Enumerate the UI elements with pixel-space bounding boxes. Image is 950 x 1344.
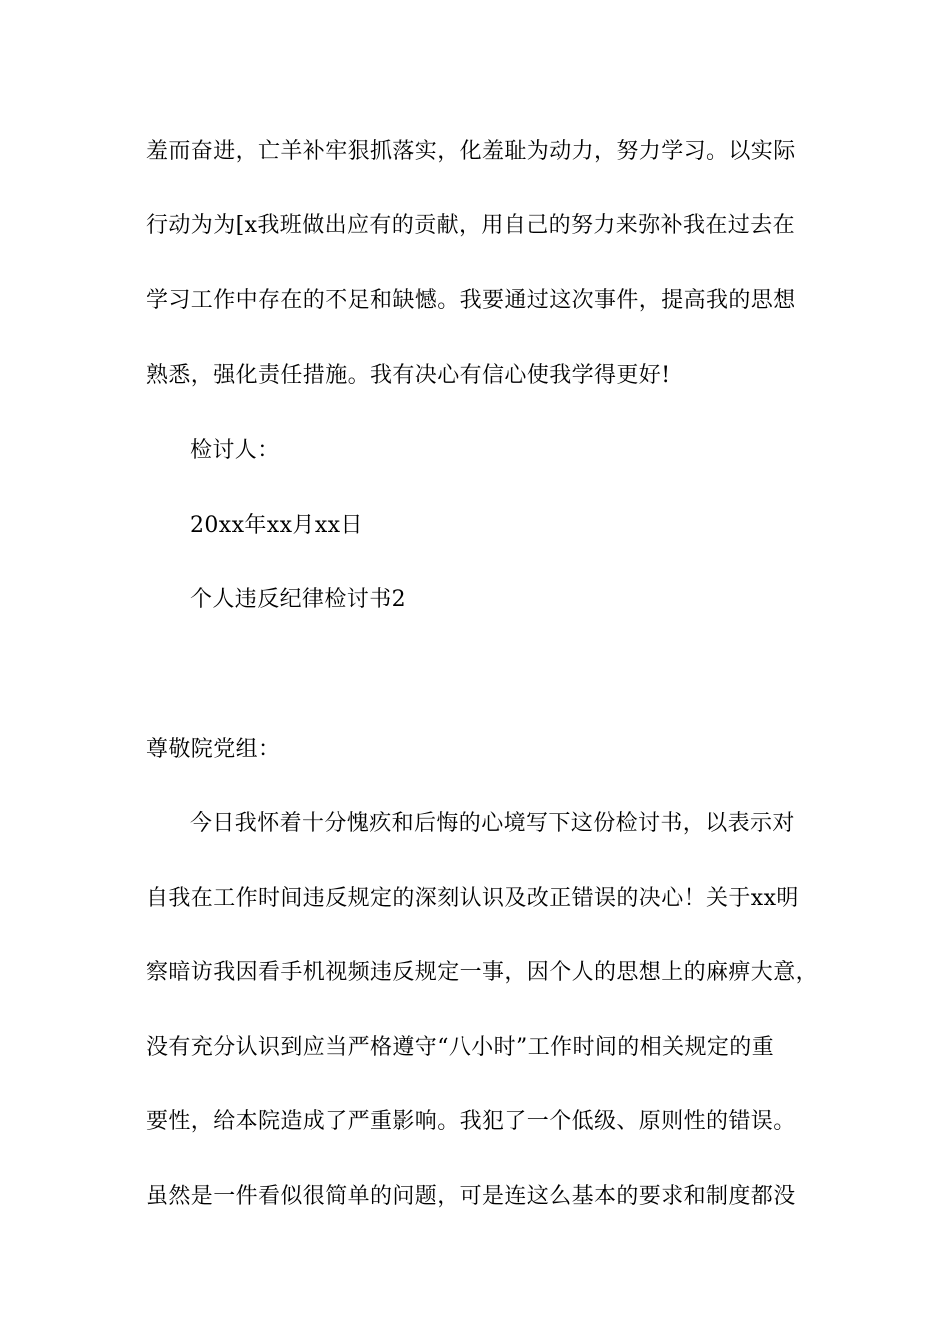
paragraph-line: 熟悉，强化责任措施。我有决心有信心使我学得更好! (146, 363, 671, 388)
section-title: 个人违反纪律检讨书2 (190, 587, 406, 612)
paragraph-line: 学习工作中存在的不足和缺憾。我要通过这次事件，提高我的思想 (146, 288, 796, 313)
signature-label: 检讨人： (190, 438, 280, 463)
date-line: 20xx年xx月xx日 (190, 513, 363, 538)
paragraph-line: 今日我怀着十分愧疚和后悔的心境写下这份检讨书，以表示对 (190, 811, 795, 836)
paragraph-line: 自我在工作时间违反规定的深刻认识及改正错误的决心！关于xx明 (146, 886, 799, 911)
paragraph-line: 察暗访我因看手机视频违反规定一事，因个人的思想上的麻痹大意， (146, 960, 819, 985)
paragraph-line: 虽然是一件看似很简单的问题，可是连这么基本的要求和制度都没 (146, 1184, 796, 1209)
paragraph-line: 行动为为[x我班做出应有的贡献，用自己的努力来弥补我在过去在 (146, 213, 795, 238)
paragraph-line: 没有充分认识到应当严格遵守“八小时”工作时间的相关规定的重 (146, 1035, 775, 1060)
salutation: 尊敬院党组： (146, 737, 281, 762)
paragraph-line: 要性，给本院造成了严重影响。我犯了一个低级、原则性的错误。 (146, 1109, 796, 1134)
paragraph-line: 羞而奋进，亡羊补牢狠抓落实，化羞耻为动力，努力学习。以实际 (146, 139, 796, 164)
